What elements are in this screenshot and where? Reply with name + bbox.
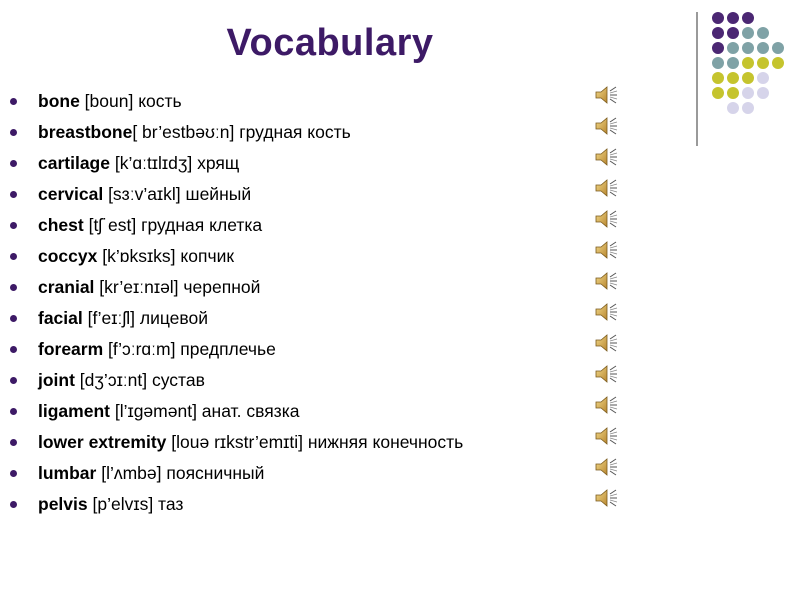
decorative-dot	[727, 12, 739, 24]
decorative-dot	[772, 42, 784, 54]
speaker-sound-icon[interactable]	[594, 487, 620, 509]
vocab-term: ligament	[38, 401, 110, 421]
vocab-term: lumbar	[38, 463, 97, 483]
vocab-item-coccyx	[10, 241, 463, 272]
decorative-dot	[742, 57, 754, 69]
decorative-divider	[696, 12, 698, 146]
decorative-dot	[757, 42, 769, 54]
vocab-item-cartilage	[10, 148, 463, 179]
vocab-item-chest	[10, 210, 463, 241]
decorative-dot	[712, 12, 724, 24]
speaker-sound-icon[interactable]	[594, 301, 620, 323]
bullet-icon	[10, 129, 17, 136]
bullet-icon	[10, 284, 17, 291]
vocab-item-forearm	[10, 334, 463, 365]
vocab-item-cervical	[10, 179, 463, 210]
bullet-icon	[10, 160, 17, 167]
vocab-definition: [k’ɑːtɪlɪdʒ] хрящ	[109, 153, 240, 173]
speaker-sound-icon[interactable]	[594, 394, 620, 416]
vocab-definition: [louə rɪkstr’emɪti] нижняя конечность	[166, 432, 464, 452]
vocab-definition: [dʒ’ɔɪːnt] сустав	[74, 370, 205, 390]
vocab-definition: [f’ɔːrɑːm] предплечье	[103, 339, 276, 359]
decorative-dot	[742, 27, 754, 39]
vocab-term: cervical	[38, 184, 104, 204]
decorative-dot	[742, 102, 754, 114]
decorative-dot	[742, 42, 754, 54]
decorative-dot	[727, 57, 739, 69]
bullet-icon	[10, 501, 17, 508]
decorative-dot	[742, 87, 754, 99]
bullet-icon	[10, 315, 17, 322]
vocab-definition: [sɜːv’aɪkl] шейный	[103, 184, 252, 204]
vocab-term: coccyx	[38, 246, 98, 266]
vocab-definition: [tʃ˙est] грудная клетка	[83, 215, 263, 235]
speaker-sound-icon[interactable]	[594, 84, 620, 106]
decorative-dot	[727, 27, 739, 39]
vocab-term: facial	[38, 308, 83, 328]
vocab-term: cranial	[38, 277, 95, 297]
bullet-icon	[10, 439, 17, 446]
vocab-term: breastbone	[38, 122, 133, 142]
decorative-dot	[772, 57, 784, 69]
vocab-term: cartilage	[38, 153, 110, 173]
bullet-icon	[10, 98, 17, 105]
vocab-definition: [l’ʌmbə] поясничный	[96, 463, 265, 483]
vocab-term: chest	[38, 215, 84, 235]
slide-title: Vocabulary	[226, 22, 434, 64]
speaker-sound-icon[interactable]	[594, 146, 620, 168]
decorative-dot	[727, 42, 739, 54]
speaker-sound-icon[interactable]	[594, 208, 620, 230]
vocab-term: bone	[38, 91, 80, 111]
decorative-dot	[712, 72, 724, 84]
vocab-definition: [boun] кость	[79, 91, 182, 111]
vocab-definition: [f’eɪːʃl] лицевой	[82, 308, 209, 328]
vocab-term: joint	[38, 370, 75, 390]
bullet-icon	[10, 346, 17, 353]
vocab-term: pelvis	[38, 494, 88, 514]
speaker-sound-icon[interactable]	[594, 239, 620, 261]
vocab-term: lower extremity	[38, 432, 167, 452]
vocab-item-facial	[10, 303, 463, 334]
decorative-dot	[757, 72, 769, 84]
decorative-dot	[757, 57, 769, 69]
vocab-definition: [ br’estbəʊːn] грудная кость	[132, 122, 351, 142]
vocab-definition: [l’ɪgəmənt] анат. связка	[109, 401, 300, 421]
decorative-dot	[742, 12, 754, 24]
bullet-icon	[10, 470, 17, 477]
vocab-item-pelvis	[10, 489, 463, 520]
speaker-sound-icon[interactable]	[594, 115, 620, 137]
vocab-term: forearm	[38, 339, 104, 359]
decorative-dot	[727, 72, 739, 84]
decorative-dot	[712, 87, 724, 99]
speaker-sound-icon[interactable]	[594, 177, 620, 199]
vocab-item-cranial	[10, 272, 463, 303]
vocab-item-lower-extremity	[10, 427, 463, 458]
vocab-item-joint	[10, 365, 463, 396]
bullet-icon	[10, 408, 17, 415]
speaker-sound-icon[interactable]	[594, 363, 620, 385]
decorative-dot	[727, 102, 739, 114]
decorative-dot	[727, 87, 739, 99]
bullet-icon	[10, 377, 17, 384]
speaker-sound-icon[interactable]	[594, 456, 620, 478]
decorative-dot	[712, 57, 724, 69]
vocab-item-lumbar	[10, 458, 463, 489]
decorative-dot	[712, 27, 724, 39]
decorative-dot	[757, 87, 769, 99]
vocab-item-bone	[10, 86, 463, 117]
speaker-sound-icon[interactable]	[594, 425, 620, 447]
vocab-definition: [k’ɒksɪks] копчик	[97, 246, 235, 266]
vocab-definition: [kr’eɪːnɪəl] черепной	[94, 277, 261, 297]
vocab-item-breastbone	[10, 117, 463, 148]
decorative-dot	[742, 72, 754, 84]
decorative-dot	[757, 27, 769, 39]
bullet-icon	[10, 222, 17, 229]
vocab-item-ligament	[10, 396, 463, 427]
vocabulary-list	[10, 86, 463, 520]
vocab-definition: [p’elvɪs] таз	[87, 494, 184, 514]
decorative-dot	[712, 42, 724, 54]
bullet-icon	[10, 253, 17, 260]
bullet-icon	[10, 191, 17, 198]
speaker-sound-icon[interactable]	[594, 270, 620, 292]
speaker-sound-icon[interactable]	[594, 332, 620, 354]
